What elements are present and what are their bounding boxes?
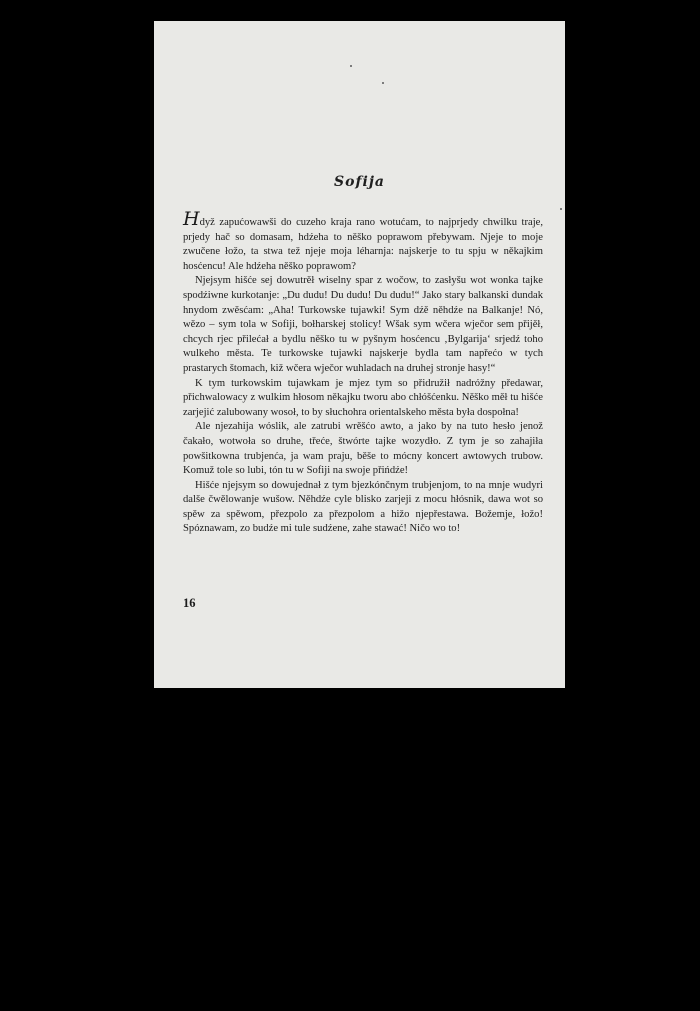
paragraph-1-text: dyž zapućowawši do cuzeho kraja rano wotućam, to najprjedy chwilku traje, prjedy hač so domasam, hdźeha to něško poprawom přebywam. Njeje to moje zwučene łožo, ta stwa tež njeje moja léharnja: najskerje to tu spju w někajkim hosćencu! Ale hdźeha něško poprawom?	[183, 217, 543, 272]
dust-speck	[350, 65, 352, 67]
chapter-body	[183, 208, 543, 537]
page-number: 16	[183, 596, 196, 610]
paragraph-2: Njejsym hišće sej dowutrěł wiselny spar z wočow, to zasłyšu wot wonka tajke spodźiwne kurkotanje: „Du dudu! Du dudu! Du dudu!“ Jako stary balkanski dundak hnydom zwěsćam: „Aha! Turkowske tujawki! Sym dźě něhdźe na Balkanje! Nó, wězo – sym tola w Sofiji, bołharskej stolicy! Wšak sym wčera wječor sem přijěł, chcych rjec přilećał a bydlu něško tu w pyšnym hosćencu ‚Bylgarija‘ srjedź toho wulkeho města. Te turkowske tujawki najskerje bydla tam napřećo w tych prastarych štomach, kiž wčera wječor wuhladach na druhej stronje hasy!“	[183, 275, 543, 374]
drop-cap: H	[183, 208, 200, 230]
dust-speck	[382, 82, 384, 84]
chapter-title: Sofija	[334, 174, 385, 190]
paragraph-5: Hišće njejsym so dowujednał z tym bjezkónčnym trubjenjom, to na mnje wudyri dalše čwělowanje wušow. Něhdźe cyle blisko zarjeji z mocu hłósnik, dawa wot so spěw za spěwom, přezpolo za přezpolom a hižo njepřestawa. Božemje, łožo! Spóznawam, zo budźe mi tule sudźene, zahe stawać! Ničo wo to!	[183, 479, 543, 535]
book-page	[154, 21, 565, 688]
dust-speck	[560, 208, 562, 210]
paragraph-1	[183, 208, 543, 274]
paragraph-3: K tym turkowskim tujawkam je mjez tym so přidružił nadróžny předawar, přichwalowacy z wulkim hłosom někajku tworu abo chłóšćenku. Něško měł tu hišće zarjejić zalubowany wosoł, to by słuchohra orientalskeho města była dospołna!	[183, 377, 543, 418]
paragraph-4: Ale njezahija wóslik, ale zatrubi wrěšćo awto, a jako by na tuto hesło jenož čakało, wotwoła so druhe, třeće, štwórte tajke wozydło. Z tym je so zahajiła powšitkowna trubjenća, ja wam praju, běše to mócny koncert awtowych trubow. Komuž tole so lubi, tón tu w Sofiji na swoje přińdźe!	[183, 421, 543, 477]
